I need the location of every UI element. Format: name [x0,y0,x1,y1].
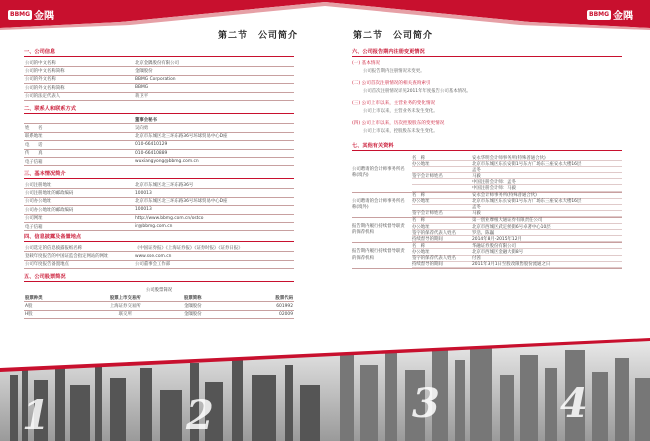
row-value: 马毅 [472,211,481,217]
row-value: 北京市东城区北三环东路36号环球贸易中心D座 [134,132,294,140]
row-value: 北京市东城区北三环东路36号环球贸易中心D座 [134,197,294,205]
stock-table-caption: 公司股票简况 [145,288,173,293]
row-label: 姓 名 [24,124,134,132]
row-value: 010-66410889 [134,149,294,157]
row-value: 马毅 [472,173,481,179]
row-value: 北京金隅股份有限公司 [134,59,294,67]
info-group [352,155,622,193]
row-value: 《中国证券报》《上海证券报》《证券时报》《证券日报》 [134,244,294,252]
row-label: 名 称 [412,218,426,224]
row-value: 北京市西城区金融大街8号 [472,249,524,255]
banner-number-4: 4 [560,380,588,427]
stock-table [24,294,294,319]
row-label: 办公地址 [412,199,430,205]
row-value: 中国注册会计师：孟冬 [472,179,516,185]
row-label: 公司的外文名称 [24,75,134,83]
table-cell: 金隅股份 [159,310,227,318]
other-info-table [352,155,622,269]
table-row [24,157,294,165]
table-row [24,124,294,132]
table-row [24,75,294,83]
row-value: wuxiangyong@bbmg.com.cn [134,157,294,165]
column-header: 股票简称 [159,294,227,302]
table-row [412,236,622,242]
row-label: 名 称 [412,193,426,199]
section-heading-registration: 六、公司报告期内注册变更情况 [352,48,622,57]
row-label: 办公地址 [412,249,430,255]
row-label: 名 称 [412,155,426,161]
row-label: 登载年度报告的中国证监会指定网站的网址 [24,252,134,260]
row-value: BBMG [134,84,294,92]
row-value: 北京市西城区武定侯街6号卓著中心10层 [472,224,551,230]
table-row [24,252,294,260]
table-row [24,302,294,310]
row-label: 公司的法定代表人 [24,92,134,100]
row-value: 华融证券股份有限公司 [472,243,516,249]
table-row [24,92,294,100]
basic-info-table [24,181,294,231]
row-label: 电 话 [24,141,134,149]
brand-name: 金隅 [613,11,634,22]
row-label: 联系地址 [24,132,134,140]
row-value: 100013 [134,189,294,197]
page-title-right: 第二节 公司简介 [353,31,434,41]
table-header-row [24,294,294,302]
row-value: 罗浩、陈巍 [472,230,494,236]
bbmg-mark: BBMG [10,10,31,18]
row-value: 蒋卫平 [134,92,294,100]
table-row [24,206,294,214]
row-value: ir@bbmg.com.cn [134,222,294,230]
section-heading-contacts: 二、联系人和联系方式 [24,105,294,114]
row-value: 吴向勇 [134,124,294,132]
row-label: 公司注册地址的邮政编码 [24,189,134,197]
row-label: 公司注册地址 [24,181,134,189]
row-label: 公司年度报告备置地点 [24,260,134,268]
row-value: 010-66410129 [134,141,294,149]
table-row [412,185,622,191]
table-row [24,149,294,157]
row-label: 公司的中文名称简称 [24,67,134,75]
row-label: 电子信箱 [24,222,134,230]
info-group [352,193,622,218]
row-label: 公司网址 [24,214,134,222]
table-cell: H股 [24,310,92,318]
table-cell: 联交所 [92,310,160,318]
row-value: 安永华明会计师事务所(特殊普通合伙) [472,155,546,161]
row-value: www.sse.com.cn [134,252,294,260]
subsection-text: 公司上市以来，主营业务未发生变化。 [363,109,438,114]
bbmg-mark: BBMG [589,10,610,18]
contacts-table [24,116,294,166]
section-heading-other: 七、其他有关资料 [352,142,622,151]
disclosure-table [24,244,294,269]
group-label: 公司聘请的会计师事务所名称(境内) [352,167,405,179]
row-label: 签字的保荐代表人姓名 [412,230,456,236]
table-row [24,84,294,92]
table-row [24,214,294,222]
subsection-text: 公司报告期内注册情况未变更。 [363,69,425,74]
column-header: 股票种类 [24,294,92,302]
row-value: 2011年3月1日至股改限售股份流通之日 [472,262,551,268]
row-value: 北京市东城区东长安街1号东方广场东三座安永大楼16层 [472,161,582,167]
row-label: 持续督导的期间 [412,262,443,268]
section-heading-company-info: 一、公司信息 [24,48,294,57]
info-group [352,218,622,243]
table-row [24,67,294,75]
section-heading-disclosure: 四、信息披露及备置地点 [24,233,294,242]
row-value: 北京市东城区北三环东路36号 [134,181,294,189]
subsection-title: (四) 公司上市以来，历次控股股东的变更情况 [352,121,445,126]
row-label: 办公地址 [412,224,430,230]
section-heading-basic: 三、基本情况简介 [24,170,294,179]
column-header: 股票上市交易所 [92,294,160,302]
row-value: 100013 [134,206,294,214]
table-cell: 金隅股份 [159,302,227,310]
row-label: 办公地址 [412,161,430,167]
row-label: 公司办公地址 [24,197,134,205]
row-value: 第一创业摩根大通证券有限责任公司 [472,218,543,224]
subsection-title: (一) 基本情况 [352,61,381,66]
group-label: 报告期内履行持续督导职责的保荐机构 [352,249,405,261]
row-value: 中国注册会计师：马毅 [472,186,516,192]
section-heading-stock: 五、公司股票简况 [24,273,294,282]
subsection-title: (二) 公司首次注册情况的相关查询索引 [352,81,431,86]
table-row [412,211,622,217]
subsection-text: 公司首次注册情况详见2011年年度报告公司基本情况。 [363,89,471,94]
row-value: http://www.bbmg.com.cn/ostco [134,214,294,222]
row-value: 金隅股份 [134,67,294,75]
table-cell: 601992 [227,302,295,310]
banner-number-1: 1 [22,392,50,439]
company-info-table [24,59,294,101]
row-label: 电子信箱 [24,157,134,165]
banner-number-3: 3 [412,380,440,427]
subsection-title: (三) 公司上市以来，主营业务的变化情况 [352,101,436,106]
banner-number-2: 2 [186,392,214,439]
group-label: 公司聘请的会计师事务所名称(境外) [352,198,405,210]
row-value: BBMG Corporation [134,75,294,83]
table-row [24,141,294,149]
table-row [24,189,294,197]
industrial-photo-banner [0,330,650,441]
row-label: 公司的外文名称简称 [24,84,134,92]
table-cell: 上海证券交易所 [92,302,160,310]
table-cell: 02009 [227,310,295,318]
row-label: 公司选定的信息披露报纸名称 [24,244,134,252]
column-header: 股票代码 [227,294,295,302]
column-header: 董事会秘书 [134,116,294,124]
row-label: 持续督导的期间 [412,236,443,242]
row-value: 公司董事会工作部 [134,260,294,268]
table-header-row [24,116,294,124]
row-label: 公司的中文名称 [24,59,134,67]
row-label: 签字会计师姓名 [412,173,443,179]
info-group [352,243,622,268]
table-row [24,260,294,268]
row-value: 2014年8月-2015年12月 [472,236,522,242]
row-label: 名 称 [412,243,426,249]
table-row [24,222,294,230]
brand-name: 金隅 [34,11,55,22]
row-label: 签字的保荐代表人姓名 [412,256,456,262]
row-label: 签字会计师姓名 [412,211,443,217]
table-row [24,181,294,189]
group-label: 报告期内履行持续督导职责的保荐机构 [352,223,405,236]
row-value: 北京市东城区东长安街1号东方广场东三座安永大楼16层 [472,199,582,205]
row-label: 传 真 [24,149,134,157]
table-row [24,132,294,140]
subsection-text: 公司上市以来，控股股东未发生变化。 [363,129,438,134]
table-row [24,59,294,67]
row-value: 付茜 [472,256,481,262]
table-cell: A股 [24,302,92,310]
table-row [24,310,294,318]
page-title: 第二节 公司简介 [218,31,299,41]
brand-logo-right [587,7,633,22]
row-value: 孟冬 [472,167,481,173]
table-row [24,244,294,252]
table-row [24,197,294,205]
row-value: 孟冬 [472,205,481,211]
row-label: 公司办公地址的邮政编码 [24,206,134,214]
brand-logo [8,7,54,22]
row-value: 安永会计师事务所(特殊普通合伙) [472,193,537,199]
table-row [412,262,622,268]
